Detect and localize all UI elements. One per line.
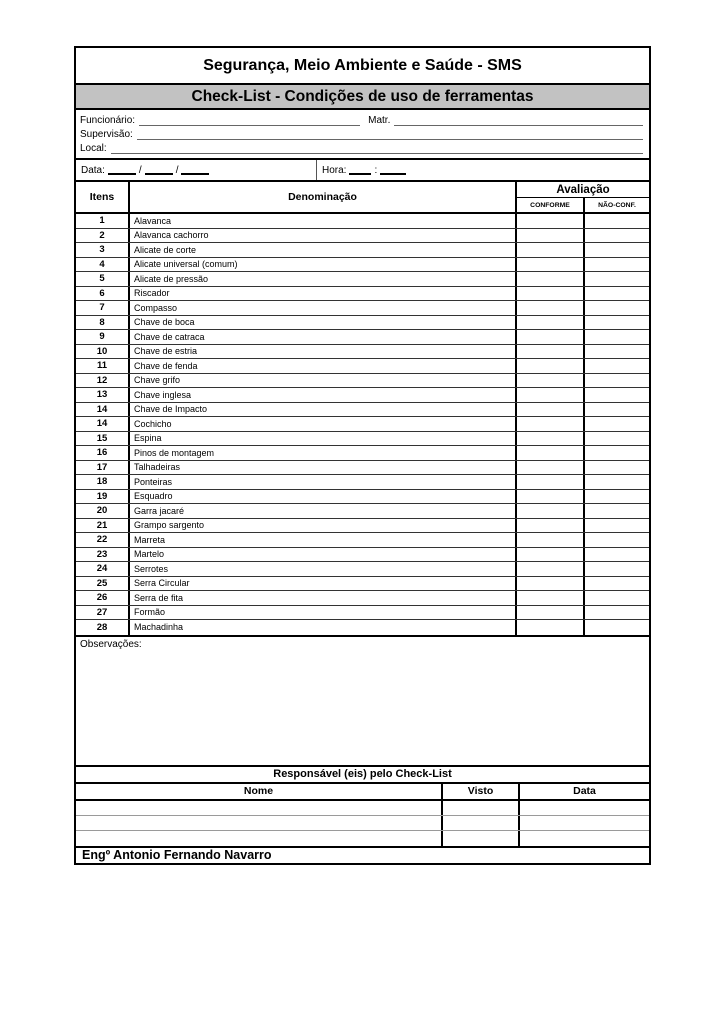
item-number: 28 (76, 620, 130, 635)
table-row (76, 461, 649, 476)
conforme-cell[interactable] (517, 301, 585, 315)
data-cell[interactable] (520, 801, 649, 815)
table-row (76, 272, 649, 287)
column-header-conforme: CONFORME (517, 198, 585, 212)
table-row (76, 490, 649, 505)
item-name: Esquadro (130, 490, 517, 504)
conforme-cell[interactable] (517, 533, 585, 547)
item-name: Alavanca (130, 214, 517, 228)
matr-blank[interactable] (394, 115, 643, 126)
item-number: 27 (76, 606, 130, 620)
date-day-blank[interactable] (108, 165, 136, 175)
item-number: 14 (76, 403, 130, 417)
visto-cell[interactable] (443, 831, 520, 846)
conforme-cell[interactable] (517, 577, 585, 591)
item-number: 6 (76, 287, 130, 301)
conforme-cell[interactable] (517, 229, 585, 243)
date-slash: / (175, 164, 179, 176)
nome-cell[interactable] (76, 831, 443, 846)
table-row (76, 620, 649, 635)
item-name: Alicate de pressão (130, 272, 517, 286)
conforme-cell[interactable] (517, 243, 585, 257)
conforme-cell[interactable] (517, 475, 585, 489)
table-row (76, 388, 649, 403)
column-header-nome: Nome (76, 784, 443, 799)
table-row (76, 562, 649, 577)
data-cell[interactable] (520, 831, 649, 846)
table-row (76, 359, 649, 374)
hora-minute-blank[interactable] (380, 165, 406, 175)
nao-conf-cell[interactable] (585, 301, 649, 315)
conforme-cell[interactable] (517, 258, 585, 272)
item-number: 8 (76, 316, 130, 330)
nao-conf-cell[interactable] (585, 548, 649, 562)
table-row (76, 374, 649, 389)
supervisao-row (80, 126, 645, 140)
item-name: Machadinha (130, 620, 517, 635)
item-name: Garra jacaré (130, 504, 517, 518)
item-number: 20 (76, 504, 130, 518)
conforme-cell[interactable] (517, 519, 585, 533)
item-number: 5 (76, 272, 130, 286)
item-name: Chave de catraca (130, 330, 517, 344)
nao-conf-cell[interactable] (585, 388, 649, 402)
item-name: Marreta (130, 533, 517, 547)
conforme-cell[interactable] (517, 272, 585, 286)
item-name: Riscador (130, 287, 517, 301)
item-number: 15 (76, 432, 130, 446)
table-row (76, 577, 649, 592)
item-number: 2 (76, 229, 130, 243)
item-name: Alicate universal (comum) (130, 258, 517, 272)
conforme-cell[interactable] (517, 620, 585, 635)
date-month-blank[interactable] (145, 165, 173, 175)
funcionario-row (80, 112, 645, 126)
nao-conf-cell[interactable] (585, 490, 649, 504)
table-row (76, 504, 649, 519)
signature-row (76, 831, 649, 846)
signature-table-header (76, 784, 649, 801)
conforme-cell[interactable] (517, 591, 585, 605)
conforme-cell[interactable] (517, 432, 585, 446)
item-name: Pinos de montagem (130, 446, 517, 460)
hora-label: Hora: (322, 164, 347, 176)
signature-table-body (76, 801, 649, 846)
table-row (76, 475, 649, 490)
nao-conf-cell[interactable] (585, 374, 649, 388)
info-section (76, 110, 649, 160)
funcionario-label: Funcionário: (80, 115, 136, 126)
item-number: 3 (76, 243, 130, 257)
table-row (76, 446, 649, 461)
table-row (76, 533, 649, 548)
visto-cell[interactable] (443, 816, 520, 830)
item-name: Chave de estria (130, 345, 517, 359)
item-name: Grampo sargento (130, 519, 517, 533)
matr-label: Matr. (368, 115, 391, 126)
table-row (76, 432, 649, 447)
table-row (76, 548, 649, 563)
column-header-denominacao: Denominação (130, 182, 517, 212)
hora-hour-blank[interactable] (349, 165, 371, 175)
nao-conf-cell[interactable] (585, 432, 649, 446)
item-number: 19 (76, 490, 130, 504)
hora-colon: : (374, 164, 378, 176)
nao-conf-cell[interactable] (585, 417, 649, 431)
local-blank[interactable] (111, 143, 643, 154)
conforme-cell[interactable] (517, 417, 585, 431)
nome-cell[interactable] (76, 801, 443, 815)
item-number: 16 (76, 446, 130, 460)
nome-cell[interactable] (76, 816, 443, 830)
nao-conf-cell[interactable] (585, 243, 649, 257)
visto-cell[interactable] (443, 801, 520, 815)
nao-conf-cell[interactable] (585, 606, 649, 620)
conforme-cell[interactable] (517, 345, 585, 359)
item-number: 7 (76, 301, 130, 315)
conforme-cell[interactable] (517, 359, 585, 373)
table-row (76, 345, 649, 360)
conforme-cell[interactable] (517, 330, 585, 344)
item-number: 25 (76, 577, 130, 591)
nao-conf-cell[interactable] (585, 272, 649, 286)
item-number: 21 (76, 519, 130, 533)
signature-row (76, 816, 649, 831)
column-header-avaliacao: Avaliação (517, 182, 649, 198)
column-header-nao-conf: NÃO-CONF. (598, 201, 636, 209)
supervisao-label: Supervisão: (80, 129, 133, 140)
nao-conf-cell[interactable] (585, 345, 649, 359)
item-number: 10 (76, 345, 130, 359)
table-row (76, 301, 649, 316)
nao-conf-cell[interactable] (585, 229, 649, 243)
local-label: Local: (80, 143, 107, 154)
hora-cell-group (317, 160, 649, 180)
table-row (76, 287, 649, 302)
item-number: 23 (76, 548, 130, 562)
observacoes-area[interactable] (76, 635, 649, 767)
conforme-cell[interactable] (517, 214, 585, 228)
conforme-cell[interactable] (517, 490, 585, 504)
nao-conf-cell[interactable] (585, 258, 649, 272)
table-row (76, 229, 649, 244)
checklist-form (74, 46, 651, 865)
nao-conf-cell[interactable] (585, 533, 649, 547)
column-header-visto: Visto (443, 784, 520, 799)
item-number: 17 (76, 461, 130, 475)
item-number: 11 (76, 359, 130, 373)
nao-conf-cell[interactable] (585, 403, 649, 417)
item-number: 1 (76, 214, 130, 228)
conforme-cell[interactable] (517, 316, 585, 330)
conforme-cell[interactable] (517, 388, 585, 402)
item-name: Alavanca cachorro (130, 229, 517, 243)
table-header (76, 182, 649, 214)
item-name: Formão (130, 606, 517, 620)
responsavel-title: Responsável (eis) pelo Check-List (76, 767, 649, 784)
conforme-cell[interactable] (517, 548, 585, 562)
page-title: Segurança, Meio Ambiente e Saúde - SMS (76, 48, 649, 85)
nao-conf-cell[interactable] (585, 504, 649, 518)
data-cell[interactable] (520, 816, 649, 830)
funcionario-blank[interactable] (139, 115, 360, 126)
conforme-cell[interactable] (517, 287, 585, 301)
item-name: Cochicho (130, 417, 517, 431)
table-row (76, 258, 649, 273)
item-name: Alicate de corte (130, 243, 517, 257)
data-label: Data: (81, 164, 105, 176)
table-row (76, 606, 649, 621)
nao-conf-cell[interactable] (585, 287, 649, 301)
table-row (76, 591, 649, 606)
item-name: Talhadeiras (130, 461, 517, 475)
supervisao-blank[interactable] (137, 129, 643, 140)
item-name: Chave de boca (130, 316, 517, 330)
column-header-data: Data (573, 785, 596, 797)
item-name: Chave de Impacto (130, 403, 517, 417)
item-name: Espina (130, 432, 517, 446)
item-name: Ponteiras (130, 475, 517, 489)
item-name: Chave de fenda (130, 359, 517, 373)
data-hora-row (76, 160, 649, 182)
table-row (76, 403, 649, 418)
conforme-cell[interactable] (517, 374, 585, 388)
conforme-cell[interactable] (517, 606, 585, 620)
table-row (76, 519, 649, 534)
local-row (80, 140, 645, 154)
conforme-cell[interactable] (517, 403, 585, 417)
table-row (76, 417, 649, 432)
nao-conf-cell[interactable] (585, 519, 649, 533)
item-name: Chave grifo (130, 374, 517, 388)
data-cell-group (76, 160, 317, 180)
item-name: Serra Circular (130, 577, 517, 591)
document-subtitle: Check-List - Condições de uso de ferramentas (76, 85, 649, 110)
item-number: 13 (76, 388, 130, 402)
nao-conf-cell[interactable] (585, 620, 649, 635)
item-number: 14 (76, 417, 130, 431)
item-number: 24 (76, 562, 130, 576)
nao-conf-cell[interactable] (585, 475, 649, 489)
conforme-cell[interactable] (517, 446, 585, 460)
nao-conf-cell[interactable] (585, 461, 649, 475)
item-name: Serrotes (130, 562, 517, 576)
nao-conf-cell[interactable] (585, 359, 649, 373)
observacoes-label: Observações: (80, 638, 142, 650)
item-number: 26 (76, 591, 130, 605)
signature-row (76, 801, 649, 816)
table-row (76, 243, 649, 258)
item-number: 9 (76, 330, 130, 344)
item-name: Compasso (130, 301, 517, 315)
nao-conf-cell[interactable] (585, 577, 649, 591)
nao-conf-cell[interactable] (585, 316, 649, 330)
item-name: Chave inglesa (130, 388, 517, 402)
item-number: 4 (76, 258, 130, 272)
signer-name: Engº Antonio Fernando Navarro (76, 846, 649, 863)
nao-conf-cell[interactable] (585, 446, 649, 460)
table-row (76, 330, 649, 345)
conforme-cell[interactable] (517, 461, 585, 475)
item-name: Martelo (130, 548, 517, 562)
column-header-itens: Itens (76, 182, 130, 212)
nao-conf-cell[interactable] (585, 330, 649, 344)
item-number: 22 (76, 533, 130, 547)
conforme-cell[interactable] (517, 562, 585, 576)
table-row (76, 316, 649, 331)
date-year-blank[interactable] (181, 165, 209, 175)
date-slash: / (138, 164, 142, 176)
items-table-body (76, 214, 649, 635)
conforme-cell[interactable] (517, 504, 585, 518)
nao-conf-cell[interactable] (585, 214, 649, 228)
item-name: Serra de fita (130, 591, 517, 605)
nao-conf-cell[interactable] (585, 562, 649, 576)
table-row (76, 214, 649, 229)
item-number: 12 (76, 374, 130, 388)
nao-conf-cell[interactable] (585, 591, 649, 605)
item-number: 18 (76, 475, 130, 489)
